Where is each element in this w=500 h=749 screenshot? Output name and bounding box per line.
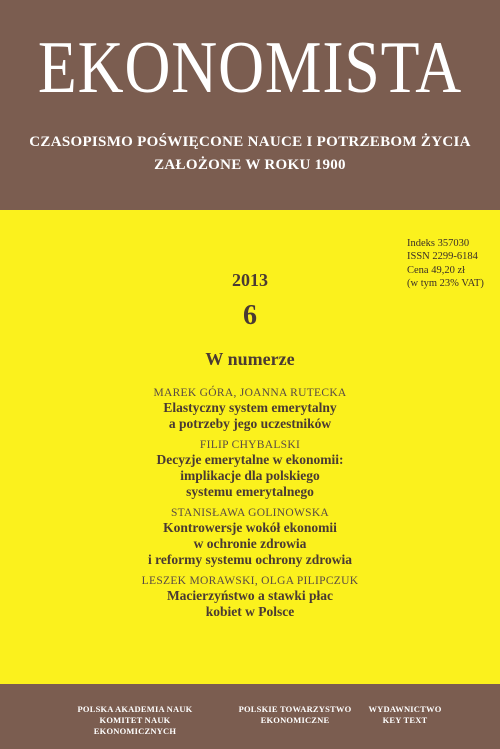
publisher-academy — [60, 704, 210, 737]
footer-line: KEY TEXT — [382, 715, 428, 725]
journal-title: EKONOMISTA — [37, 27, 463, 109]
issue-year: 2013 — [232, 270, 268, 290]
article-title-line: Decyzje emerytalne w ekonomii: — [156, 452, 344, 467]
contents-heading: W numerze — [205, 349, 295, 369]
article-title-line: kobiet w Polsce — [205, 604, 295, 619]
index-number: Indeks 357030 — [407, 238, 470, 249]
issn-number: ISSN 2299-6184 — [407, 251, 478, 263]
price: Cena 49,20 zł — [407, 264, 466, 276]
publisher-press — [360, 704, 450, 726]
article-authors: MAREK GÓRA, JOANNA RUTECKA — [153, 387, 347, 399]
article-authors: FILIP CHYBALSKI — [199, 439, 301, 451]
article-authors: STANISŁAWA GOLINOWSKA — [170, 507, 330, 519]
cover-footer — [0, 684, 500, 749]
article-title-line: w ochronie zdrowia — [193, 536, 307, 551]
article-item — [0, 386, 500, 432]
article-list — [0, 386, 500, 626]
article-title-line: systemu emerytalnego — [186, 484, 314, 499]
journal-subtitle: CZASOPISMO POŚWIĘCONE NAUCE I POTRZEBOM ŻYCIA — [29, 134, 471, 150]
article-title-line: Elastyczny system emerytalny — [163, 400, 337, 415]
footer-line: KOMITET NAUK EKONOMICZNYCH — [93, 715, 177, 736]
article-title-line: implikacje dla polskiego — [180, 468, 320, 483]
article-title-line: a potrzeby jego uczestników — [168, 416, 332, 431]
article-title-line: Kontrowersje wokół ekonomii — [163, 520, 337, 535]
article-item — [0, 438, 500, 500]
vat-note: (w tym 23% VAT) — [407, 277, 484, 289]
footer-line: WYDAWNICTWO — [368, 704, 442, 714]
footer-line: POLSKA AKADEMIA NAUK — [77, 704, 193, 714]
article-title-line: i reformy systemu ochrony zdrowia — [148, 552, 352, 567]
publisher-society — [230, 704, 360, 726]
cover-header — [0, 0, 500, 210]
article-item — [0, 574, 500, 620]
founding-note: ZAŁOŻONE W ROKU 1900 — [154, 157, 346, 173]
footer-line: EKONOMICZNE — [260, 715, 330, 725]
article-title-line: Macierzyństwo a stawki płac — [166, 588, 334, 603]
article-authors: LESZEK MORAWSKI, OLGA PILIPCZUK — [141, 575, 359, 587]
issue-number: 6 — [243, 300, 257, 331]
article-item — [0, 506, 500, 568]
footer-line: POLSKIE TOWARZYSTWO — [238, 704, 352, 714]
